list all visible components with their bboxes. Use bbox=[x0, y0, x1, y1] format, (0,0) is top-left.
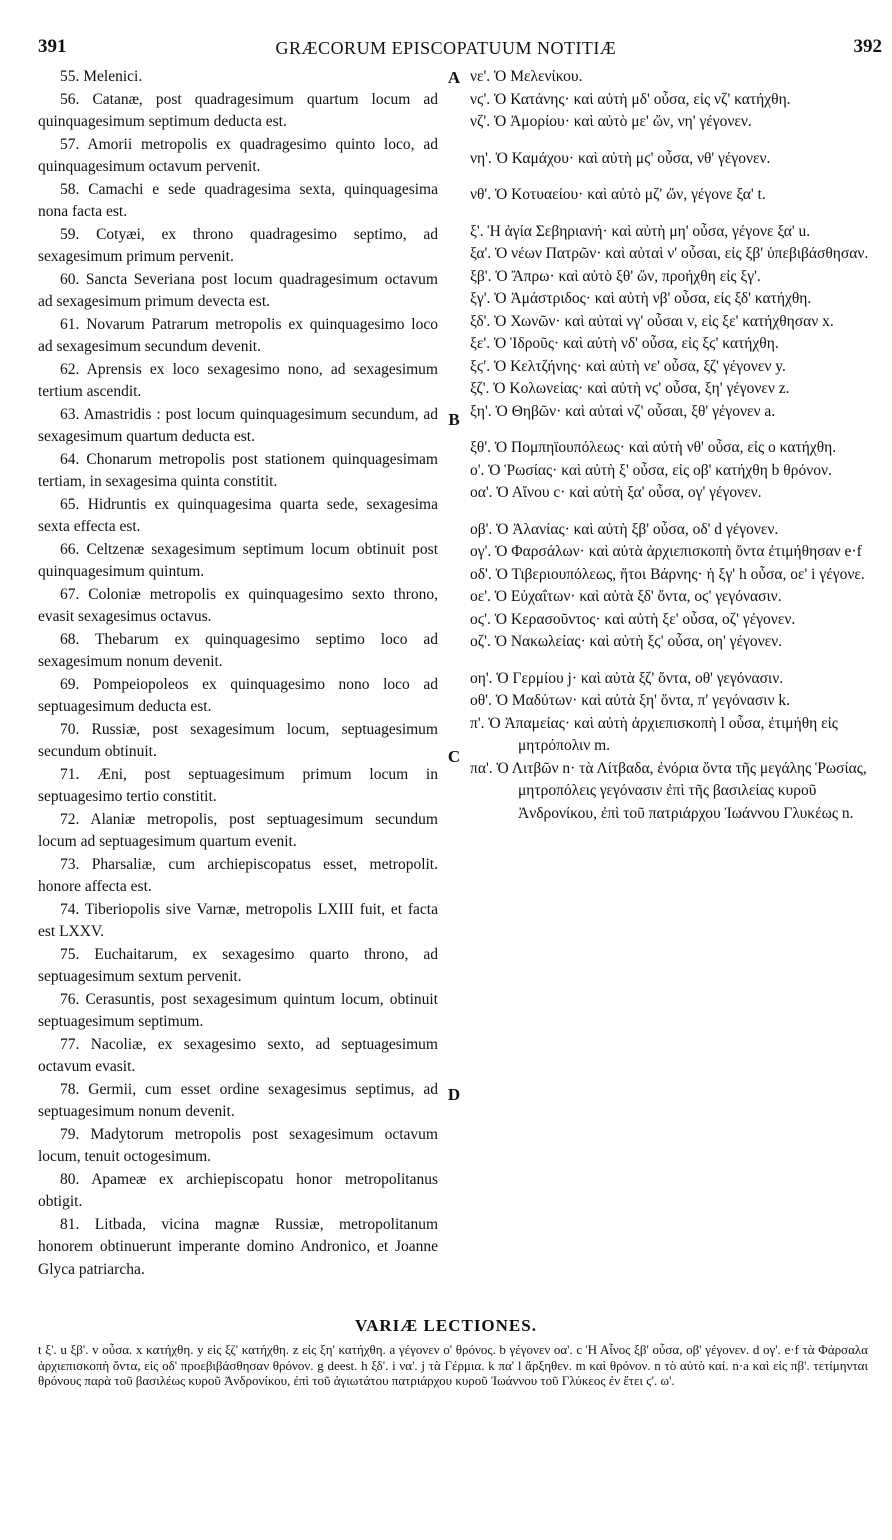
greek-entry: ξδ'. Ὁ Χωνῶν· καὶ αὐταὶ νγ' οὖσαι v, εἰς ξε' κατήχθησαν x. bbox=[470, 312, 834, 330]
variae-lectiones-heading: VARIÆ LECTIONES. bbox=[355, 1316, 537, 1335]
page-number-left: 391 bbox=[38, 36, 67, 57]
greek-entry: ξα'. Ὁ νέων Πατρῶν· καὶ αὐταὶ ν' οὖσαι, εἰς ξβ' ὑπεβιβάσθησαν. bbox=[470, 245, 869, 262]
latin-entry: 58. Camachi e sede quadragesima sexta, quinquagesima nona facta est. bbox=[38, 180, 438, 220]
latin-entry: 66. Celtzenæ sexagesimum septimum locum obtinuit post quinquagesimum quintum. bbox=[38, 540, 438, 580]
section-marker-c: C bbox=[447, 747, 461, 766]
latin-entry: 73. Pharsaliæ, cum archiepiscopatus esset, metropolit. honore affecta est. bbox=[38, 855, 438, 895]
latin-entry: 65. Hidruntis ex quinquagesima quarta sede, sexagesima sexta effecta est. bbox=[38, 495, 438, 535]
latin-entry: 75. Euchaitarum, ex sexagesimo quarto throno, ad septuagesimum sextum pervenit. bbox=[38, 945, 438, 985]
latin-entry: 78. Germii, cum esset ordine sexagesimus septimus, ad septuagesimum nonum devenit. bbox=[38, 1080, 438, 1120]
greek-entry: οθ'. Ὁ Μαδύτων· καὶ αὐτὰ ξη' ὄντα, π' γεγόνασιν k. bbox=[470, 692, 790, 709]
latin-column bbox=[38, 66, 438, 1281]
greek-entry: ογ'. Ὁ Φαρσάλων· καὶ αὐτὰ ἀρχιεπισκοπὴ ὄντα ἐτιμήθησαν e·f bbox=[470, 543, 862, 560]
latin-entry: 81. Litbada, vicina magnæ Russiæ, metropolitanum honorem obtinuerunt imperante domino Andronico, et Joanne Glyca patriarcha. bbox=[38, 1215, 438, 1278]
latin-entry: 60. Sancta Severiana post locum quadragesimum octavum ad sexagesimum primum devecta est. bbox=[38, 270, 438, 310]
latin-entry: 68. Thebarum ex quinquagesimo septimo loco ad sexagesimum nonum devenit. bbox=[38, 630, 438, 670]
latin-entry: 69. Pompeiopoleos ex quinquagesimo nono loco ad septuagesimum deducta est. bbox=[38, 675, 438, 715]
greek-entry: ξε'. Ὁ Ἱδροῦς· καὶ αὐτὴ νδ' οὖσα, εἰς ξϛ' κατήχθη. bbox=[470, 335, 779, 352]
greek-entry: νϛ'. Ὁ Κατάνης· καὶ αὐτὴ μδ' οὖσα, εἰς νζ' κατήχθη. bbox=[470, 90, 791, 108]
latin-entry: 57. Amorii metropolis ex quadragesimo quinto loco, ad quinquagesimum octavum pervenit. bbox=[38, 135, 438, 175]
latin-entry: 56. Catanæ, post quadragesimum quartum locum ad quinquagesimum septimum deducta est. bbox=[38, 90, 438, 130]
latin-entry: 70. Russiæ, post sexagesimum locum, septuagesimum secundum obtinuit. bbox=[38, 720, 438, 760]
greek-entry: πα'. Ὁ Λιτβῶν n· τὰ Λίτβαδα, ἐνόρια ὄντα τῆς μεγάλης Ῥωσίας, μητροπόλεις γεγόνασιν ἐπὶ τῆς βασιλείας κυροῦ Ἀνδρονίκου, ἐπὶ τοῦ πατριάρχου Ἰωάννου Γλυκέως n. bbox=[470, 759, 867, 822]
latin-entry: 71. Æni, post septuagesimum primum locum in septuagesimo tertio constitit. bbox=[38, 765, 438, 805]
greek-entry: ξ'. Ἡ ἁγία Σεβηριανή· καὶ αὐτὴ μη' οὖσα, γέγονε ξα' u. bbox=[470, 222, 811, 240]
greek-entry: οϛ'. Ὁ Κερασοῦντος· καὶ αὐτὴ ξε' οὖσα, οζ' γέγονεν. bbox=[470, 610, 796, 628]
greek-entry: π'. Ὁ Ἀπαμείας· καὶ αὐτὴ ἀρχιεπισκοπὴ l οὖσα, ἐτιμήθη εἰς μητρόπολιν m. bbox=[470, 714, 838, 754]
greek-entry: νη'. Ὁ Καμάχου· καὶ αὐτὴ μϛ' οὖσα, νθ' γέγονεν. bbox=[470, 149, 771, 167]
latin-entry: 61. Novarum Patrarum metropolis ex quinquagesimo loco ad sexagesimum secundum devenit. bbox=[38, 315, 438, 355]
running-title: GRÆCORUM EPISCOPATUUM NOTITIÆ bbox=[275, 38, 617, 58]
greek-entry: νε'. Ὁ Μελενίκου. bbox=[470, 68, 583, 85]
greek-entry: ξθ'. Ὁ Πομπηϊουπόλεως· καὶ αὐτὴ νθ' οὖσα, εἰς ο κατήχθη. bbox=[470, 439, 837, 456]
section-marker-d: D bbox=[447, 1085, 461, 1104]
section-marker-a: A bbox=[447, 68, 461, 87]
latin-entry: 80. Apameæ ex archiepiscopatu honor metropolitanus obtigit. bbox=[38, 1170, 438, 1210]
latin-entry: 63. Amastridis : post locum quinquagesimum secundum, ad sexagesimum quartum deducta est. bbox=[38, 405, 438, 445]
greek-entry: ο'. Ὁ Ῥωσίας· καὶ αὐτὴ ξ' οὖσα, εἰς οβ' κατήχθη b θρόνον. bbox=[470, 461, 832, 479]
latin-entry: 67. Coloniæ metropolis ex quinquagesimo sexto throno, evasit sexagesimus octavus. bbox=[38, 585, 438, 625]
greek-entry: οη'. Ὁ Γερμίου j· καὶ αὐτὰ ξζ' ὄντα, οθ' γεγόνασιν. bbox=[470, 669, 784, 687]
latin-entry: 74. Tiberiopolis sive Varnæ, metropolis LXIII fuit, et facta est LXXV. bbox=[38, 900, 438, 940]
latin-entry: 62. Aprensis ex loco sexagesimo nono, ad sexagesimum tertium ascendit. bbox=[38, 360, 438, 400]
greek-entry: ξβ'. Ὁ Ἄπρω· καὶ αὐτὸ ξθ' ὤν, προήχθη εἰς ξγ'. bbox=[470, 267, 761, 285]
page-number-right: 392 bbox=[853, 36, 882, 57]
greek-entry: νζ'. Ὁ Ἀμορίου· καὶ αὐτὸ με' ὤν, νη' γέγονεν. bbox=[470, 113, 752, 130]
latin-entry: 59. Cotyæi, ex throno quadragesimo septimo, ad sexagesimum primum pervenit. bbox=[38, 225, 438, 265]
greek-entry: ξγ'. Ὁ Ἀμάστριδος· καὶ αὐτὴ νβ' οὖσα, εἰς ξδ' κατήχθη. bbox=[470, 290, 812, 307]
greek-entry: ξζ'. Ὁ Κολωνείας· καὶ αὐτὴ νϛ' οὖσα, ξη' γέγονεν z. bbox=[470, 380, 790, 397]
page-header bbox=[0, 0, 892, 70]
latin-entry: 77. Nacoliæ, ex sexagesimo sexto, ad septuagesimum octavum evasit. bbox=[38, 1035, 438, 1075]
greek-entry: ξϛ'. Ὁ Κελτζήνης· καὶ αὐτὴ νε' οὖσα, ξζ' γέγονεν y. bbox=[470, 357, 786, 375]
latin-entry: 76. Cerasuntis, post sexagesimum quintum locum, obtinuit septuagesimum septimum. bbox=[38, 990, 438, 1030]
greek-entry: νθ'. Ὁ Κοτυαείου· καὶ αὐτὸ μζ' ὤν, γέγονε ξα' t. bbox=[470, 186, 766, 203]
section-marker-b: B bbox=[448, 410, 460, 429]
latin-entry: 64. Chonarum metropolis post stationem quinquagesimam tertiam, in sexagesima quinta constitit. bbox=[38, 450, 438, 490]
greek-entry: οζ'. Ὁ Νακωλείας· καὶ αὐτὴ ξϛ' οὖσα, οη' γέγονεν. bbox=[470, 633, 782, 650]
variae-lectiones-text: t ξ'. u ξβ'. v οὖσα. x κατήχθη. y εἰς ξζ' κατήχθη. z εἰς ξη' κατήχθη. a γέγονεν ο' θρόνος. b γέγονεν οα'. c Ἡ Αἶνος ξβ' οὖσα, οβ' γέγονεν. d ογ'. e·f τὰ Φάρσαλα ἀρχιεπισκοπὴ ὄντα, εἰς οδ' προεβιβάσθησαν θρόνον. g deest. h ξδ'. i να'. j τὰ Γέρμια. k πα' l ἄρξηθεν. m καὶ θρόνον. n τὸ αὐτὸ καί. n·a καὶ εἰς πβ'. τετίμηνται θρόνους παρὰ τοῦ βασιλέως κυροῦ Ἀνδρονίκου, ἐπὶ τοῦ ἁγιωτάτου πατριάρχου κυροῦ Ἰωάννου τοῦ Γλύκεος ἐν ἔτει ϛ'. ω'. bbox=[38, 1342, 868, 1388]
latin-entry: 55. Melenici. bbox=[60, 68, 143, 85]
latin-entry: 79. Madytorum metropolis post sexagesimum octavum locum, tenuit octogesimum. bbox=[38, 1125, 438, 1165]
greek-entry: οα'. Ὁ Αἴνου c· καὶ αὐτὴ ξα' οὖσα, ογ' γέγονεν. bbox=[470, 484, 762, 501]
greek-column bbox=[470, 66, 870, 825]
greek-entry: ξη'. Ὁ Θηβῶν· καὶ αὐταὶ νζ' οὖσαι, ξθ' γέγονεν a. bbox=[470, 402, 776, 420]
greek-entry: οδ'. Ὁ Τιβεριουπόλεως, ἤτοι Βάρνης· ἡ ξγ' h οὖσα, οε' i γέγονε. bbox=[470, 565, 865, 583]
greek-entry: οβ'. Ὁ Ἀλανίας· καὶ αὐτὴ ξβ' οὖσα, οδ' d γέγονεν. bbox=[470, 520, 779, 538]
greek-entry: οε'. Ὁ Εὐχαΐτων· καὶ αὐτὰ ξδ' ὄντα, οϛ' γεγόνασιν. bbox=[470, 588, 782, 605]
latin-entry: 72. Alaniæ metropolis, post septuagesimum secundum locum ad septuagesimum quartum evenit. bbox=[38, 810, 438, 850]
